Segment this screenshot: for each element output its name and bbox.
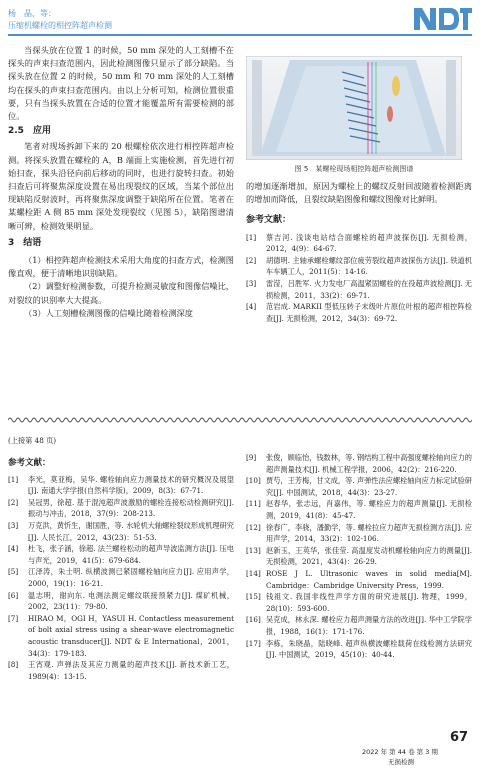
reference-text: 温志明，谢向东. 电测法测定螺纹联接预紧力[J]. 煤矿机械，2002，23(11)：79-80. bbox=[28, 590, 234, 612]
continued-from-note: (上接第 48 页) bbox=[8, 436, 57, 445]
reference-text: 雷滢，吕胜军. 火力发电厂高温紧固螺栓的在役超声波检测[J]. 无损检测，2011，33(2)：69-71. bbox=[266, 278, 472, 300]
section-heading-2-5: 2.5 应用 bbox=[8, 126, 51, 137]
reference-item bbox=[8, 659, 234, 682]
conclusion-item-1: （1）相控阵超声检测技术采用大角度的扫查方式，检测图像直观，便于清晰地识别缺陷。 bbox=[8, 255, 234, 279]
reference-item bbox=[246, 498, 472, 521]
reference-number: [14] bbox=[246, 568, 261, 578]
reference-item bbox=[246, 522, 472, 545]
reference-list bbox=[246, 232, 472, 325]
reference-text: 贾芍，王芳梅，甘文成，等. 声弹性法应螺栓轴向应力标定试验研究[J]. 中国测试，2018，44(3)：23-27. bbox=[266, 476, 472, 497]
references-heading: 参考文献： bbox=[246, 215, 292, 226]
reference-number: [7] bbox=[8, 613, 19, 623]
reference-number: [11] bbox=[246, 499, 261, 509]
reference-text: 钱祖文. 我国非线性声学方面的研究进展[J]. 物理，1999，28(10)：593-600. bbox=[266, 592, 472, 613]
reference-number: [2] bbox=[246, 255, 257, 265]
ndt-logo-icon bbox=[412, 4, 472, 32]
paragraph: 笔者对现场拆卸下来的 20 根螺栓依次进行相控阵超声检测。将探头放置在螺栓的 A，B 端面上实施检测，首先进行初始扫查，探头沿径向前后移动的同时，也进行旋转扫查。初始扫查后可将聚焦深度设置在易出现裂纹的区域，当某个部位出现缺陷反射波时，再将聚焦深度调整于缺陷所在位置。笔者在某螺栓距 A 侧 85 mm 深处发现裂纹（见图 5），缺陷图谱清晰可辨，检测效果明显。 bbox=[8, 141, 234, 231]
reference-item bbox=[8, 566, 234, 589]
reference-text: 胡德明. 主轴承螺栓螺纹部位疲劳裂纹超声波探伤方法[J]. 铁道机车车辆工人，2011(5)：14-16. bbox=[266, 255, 472, 277]
reference-item bbox=[246, 278, 472, 301]
reference-text: 张俊，顾临怡，钱数林，等. 钢结构工程中高强度螺栓轴向应力的超声测量技术[J]. 机械工程学报，2006，42(2)：216-220. bbox=[266, 453, 472, 474]
reference-text: 王宵观. 声弹法及其应力测量的超声技术[J]. 新技术新工艺，1989(4)：13-15. bbox=[28, 660, 234, 681]
paragraph: 当探头放在位置 1 的时候，50 mm 深处的人工刻槽不在探头的声束扫查范围内，因此检测图像只显示了部分缺陷。当探头放在位置 2 的时候，50 mm 和 70 mm 深处的人工刻槽均在探头的声束扫查范围内。由以上分析可知，检测位置很重要，只有当探头放置在合适的位置才能覆盖所有需要检测的部位。 bbox=[8, 45, 234, 122]
reference-text: 李栋，朱晓晶，陆晓峰. 超声纵横波螺栓载荷在线检测方法研究[J]. 中国测试，2019，45(10)：40-44. bbox=[266, 638, 472, 660]
reference-text: 万克洪，黄忻生，谢国胜，等. 水轮机大轴螺栓裂纹形成机理研究[J]. 人民长江，2012，43(23)：51-53. bbox=[28, 520, 234, 542]
figure-5-caption: 图 5 某螺栓现场相控阵超声检测图谱 bbox=[294, 165, 414, 173]
reference-number: [9] bbox=[246, 453, 257, 462]
issue-info: 2022 年 第 44 卷 第 3 期 bbox=[362, 748, 438, 756]
journal-name: 无损检测 bbox=[388, 758, 414, 766]
bottom-left-references bbox=[8, 454, 234, 682]
reference-item bbox=[246, 232, 472, 255]
reference-number: [17] bbox=[246, 638, 261, 648]
reference-item bbox=[246, 475, 472, 498]
conclusion-item-2: （2）调整好检测参数，可提升检测灵敏度和图像信噪比，对裂纹的识别率大大提高。 bbox=[8, 281, 234, 305]
header-authors: 杨 晶，等： bbox=[8, 9, 56, 18]
reference-number: [10] bbox=[246, 476, 261, 486]
reference-text: 赵春华，张志远，肖嘉伟，等. 螺栓应力的超声测量[J]. 无损检测，2019，41(8)：45-47. bbox=[266, 499, 472, 520]
reference-text: ROSE J L. Ultrasonic waves in solid media[M]. Cambridge：Cambridge University Press，1999. bbox=[266, 568, 472, 590]
bottom-right-references bbox=[246, 452, 472, 661]
reference-number: [12] bbox=[246, 522, 261, 532]
reference-text: 范岩成. MARKII 型低压转子末级叶片原位叶根的超声相控阵检查[J]. 无损检测，2012，34(3)：69-72. bbox=[266, 302, 472, 323]
figure-5-phased-array-scan bbox=[246, 56, 462, 160]
reference-number: [1] bbox=[8, 474, 19, 484]
page-number: 67 bbox=[450, 730, 469, 745]
reference-number: [3] bbox=[8, 520, 19, 530]
reference-item bbox=[8, 497, 234, 520]
reference-number: [5] bbox=[8, 567, 19, 577]
reference-text: 吴冠男，徐超. 基于混沌超声波激励的螺栓连接松动检测研究[J]. 振动与冲击，2018，37(9)：208-213. bbox=[28, 497, 234, 519]
reference-item bbox=[8, 520, 234, 543]
reference-number: [8] bbox=[8, 660, 19, 670]
reference-text: 杜飞，张子涵，徐超. 法兰螺栓松动的超声导波监测方法[J]. 压电与声光，2019，41(5)：679-684. bbox=[28, 544, 234, 565]
reference-item bbox=[8, 474, 234, 497]
reference-item bbox=[246, 545, 472, 568]
reference-text: 江泽涛，朱士明. 纵横波测已紧固螺栓轴向应力[J]. 应用声学，2000，19(1)：16-21. bbox=[28, 567, 234, 588]
reference-list bbox=[246, 452, 472, 661]
reference-item bbox=[8, 613, 234, 659]
reference-number: [2] bbox=[8, 497, 19, 507]
reference-item bbox=[246, 638, 472, 661]
reference-item bbox=[246, 301, 472, 324]
reference-number: [4] bbox=[8, 544, 19, 554]
reference-number: [4] bbox=[246, 302, 257, 312]
reference-text: 蔡吉河. 浅谈电站结合面螺栓的超声波探伤[J]. 无损检测，2012，4(9)：64-67. bbox=[266, 232, 472, 254]
right-column-top bbox=[246, 180, 472, 324]
reference-text: 李光，莫亚梅，吴华. 螺栓轴向应力测量技术的研究概况及展望[J]. 南通大学学报(自然科学版)，2009，8(3)：67-71. bbox=[28, 474, 234, 496]
reference-number: [16] bbox=[246, 615, 261, 625]
reference-text: 徐春广，李骁，潘勤学，等. 螺栓拉应力超声无损检测方法[J]. 应用声学，2014，33(2)：102-106. bbox=[266, 522, 472, 544]
conclusion-item-3: （3）人工刻槽检测图像的信噪比随着检测深度 bbox=[24, 307, 193, 318]
reference-number: [1] bbox=[246, 232, 257, 242]
section-heading-3: 3 结语 bbox=[8, 237, 42, 248]
reference-text: 赵新玉，王英华，张佳莹. 高温度发动机螺栓轴向应力的测量[J]. 无损检测，2021，43(4)：26-29. bbox=[266, 545, 472, 567]
header-rule bbox=[8, 34, 472, 36]
reference-number: [6] bbox=[8, 590, 19, 600]
running-header bbox=[0, 0, 480, 44]
reference-item bbox=[246, 255, 472, 278]
reference-item bbox=[246, 614, 472, 637]
paragraph: 的增加逐渐增加，原因为螺栓上的螺纹反射回波随着检测距离的增加而降低，且裂纹缺陷图像和螺纹图像对比鲜明。 bbox=[246, 181, 472, 205]
reference-list bbox=[8, 474, 234, 683]
reference-item bbox=[8, 543, 234, 566]
reference-number: [13] bbox=[246, 545, 261, 555]
references-heading: 参考文献： bbox=[8, 458, 51, 468]
reference-text: 吴克成，林永深. 螺栓应力超声测量方法的改进[J]. 华中工学院学报，1988，16(1)：171-176. bbox=[266, 615, 472, 636]
reference-number: [3] bbox=[246, 278, 257, 288]
reference-text: HIRAO M，OGI H，YASUI H. Contactless measurement of bolt axial stress using a shear-wave electromagnetic acoustic transducer[J]. NDT & E International，2001，34(3)：179-183. bbox=[28, 613, 234, 658]
left-column-top bbox=[8, 44, 234, 320]
reference-item bbox=[8, 590, 234, 613]
header-article-title: 压缩机螺栓的相控阵超声检测 bbox=[8, 21, 112, 30]
reference-item bbox=[246, 568, 472, 591]
reference-item bbox=[246, 452, 472, 475]
section-divider bbox=[8, 416, 472, 424]
reference-item bbox=[246, 591, 472, 614]
reference-number: [15] bbox=[246, 592, 261, 602]
